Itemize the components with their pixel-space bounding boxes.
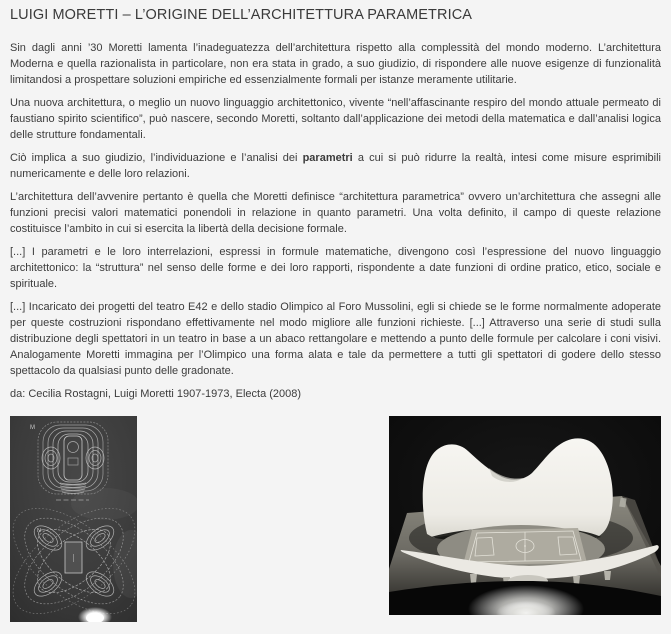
contour-study-photo — [10, 416, 137, 622]
paragraph-3-lead: Ciò implica a suo giudizio, l’individuazione e l’analisi dei — [10, 152, 303, 164]
figures-row — [10, 416, 661, 622]
diagram-label-top: M — [30, 425, 35, 431]
paragraph-5: [...] I parametri e le loro interrelazioni, espressi in formule matematiche, divengono così l’espressione del nuovo linguaggio architettonico: la “struttura” nel senso delle forme e dei loro rapporti, rispondente a date funzioni di ordine pratico, etico, sociale e spirituale. — [10, 246, 661, 290]
paragraph-2: Una nuova architettura, o meglio un nuovo linguaggio architettonico, vivente “nell’affascinante respiro del mondo attuale permeato di faustiano spirito scientifico”, può nascere, secondo Moretti, soltanto dall’applicazione dei metodi della matematica e dall’analisi logica delle strutture fondamentali. — [10, 97, 661, 141]
paragraph-3-tail: a cui si può ridurre la realtà, intesi come misure esprimibili numericamente e delle loro relazioni. — [10, 152, 661, 180]
source-citation: da: Cecilia Rostagni, Luigi Moretti 1907-1973, Electa (2008) — [10, 388, 302, 400]
paragraph-1: Sin dagli anni ’30 Moretti lamenta l’inadeguatezza dell’architettura rispetto alla complessità del mondo moderno. L’architettura Moderna e quella razionalista in particolare, non era stata in grado, a suo giudizio, di rispondere alle nuove esigenze di funzionalità limitandosi a prospettare soluzioni empiriche ed essenzialmente formali per istanze meramente utilitarie. — [10, 42, 661, 86]
page-title: LUIGI MORETTI – L’ORIGINE DELL’ARCHITETTURA PARAMETRICA — [10, 7, 473, 23]
paragraph-6: [...] Incaricato dei progetti del teatro E42 e dello stadio Olimpico al Foro Mussolini, egli si chiede se le forme normalmente adoperate per queste costruzioni rispondano effettivamente nel modo migliore alle funzioni richieste. [...] Attraverso una serie di studi sulla distribuzione degli spettatori in un teatro in base a un abaco rettangolare e mettendo a punto delle formule per calcolare i coni visivi. Analogamente Moretti immagina per l’Olimpico una forma alata e tale da permettere a tutti gli spettatori di godere dello stesso spettacolo da qualsiasi punto delle gradonate. — [10, 301, 661, 377]
bold-term-parametri: parametri — [302, 152, 353, 164]
diagram-label-bottom: N — [37, 528, 41, 534]
football-pitch — [463, 528, 587, 565]
stadium-model-image — [389, 416, 661, 615]
stadium-model-photo — [389, 416, 661, 615]
paragraph-4: L’architettura dell’avvenire pertanto è quella che Moretti definisce “architettura parametrica” ovvero un’architettura che assegni alle funzioni precisi valori matematici ponendoli in relazione in quanto parametri. Una volta definito, il campo di queste relazione costituisce l’ambito in cui si esercita la libertà della decisione formale. — [10, 191, 661, 235]
paragraph-3 — [10, 150, 661, 182]
contour-study-image — [10, 416, 137, 622]
